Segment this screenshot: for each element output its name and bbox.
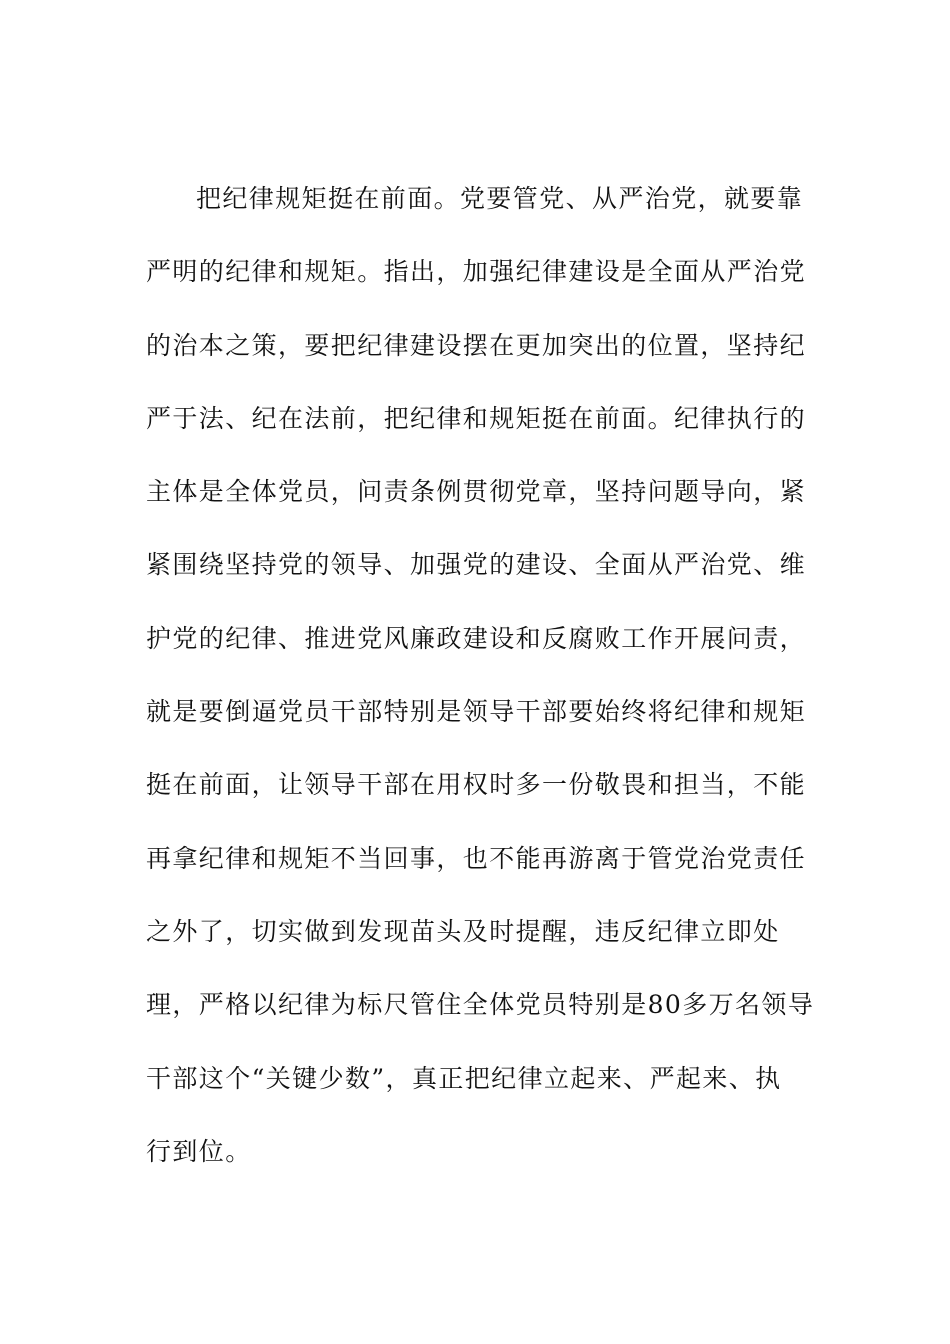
paragraph-line: 挺在前面，让领导干部在用权时多一份敬畏和担当，不能 (146, 770, 807, 800)
paragraph-line: 护党的纪律、推进党风廉政建设和反腐败工作开展问责， (146, 623, 807, 653)
paragraph-line: 再拿纪律和规矩不当回事，也不能再游离于管党治党责任 (146, 843, 807, 873)
paragraph-line: 的治本之策，要把纪律建设摆在更加突出的位置，坚持纪 (146, 330, 807, 360)
paragraph-line: 紧围绕坚持党的领导、加强党的建设、全面从严治党、维 (146, 550, 807, 580)
paragraph-line: 严明的纪律和规矩。指出，加强纪律建设是全面从严治党 (146, 257, 807, 287)
paragraph-line: 主体是全体党员，问责条例贯彻党章，坚持问题导向，紧 (146, 477, 807, 507)
body-paragraph (146, 162, 815, 1188)
paragraph-line: 理，严格以纪律为标尺管住全体党员特别是80多万名领导 (146, 990, 815, 1020)
paragraph-line: 就是要倒逼党员干部特别是领导干部要始终将纪律和规矩 (146, 697, 807, 727)
paragraph-line: 行到位。 (146, 1136, 252, 1166)
paragraph-line: 把纪律规矩挺在前面。党要管党、从严治党，就要靠 (196, 184, 804, 213)
paragraph-line: 之外了，切实做到发现苗头及时提醒，违反纪律立即处 (146, 916, 780, 946)
paragraph-line: 干部这个“关键少数”，真正把纪律立起来、严起来、执 (146, 1063, 782, 1093)
paragraph-line: 严于法、纪在法前，把纪律和规矩挺在前面。纪律执行的 (146, 403, 807, 433)
